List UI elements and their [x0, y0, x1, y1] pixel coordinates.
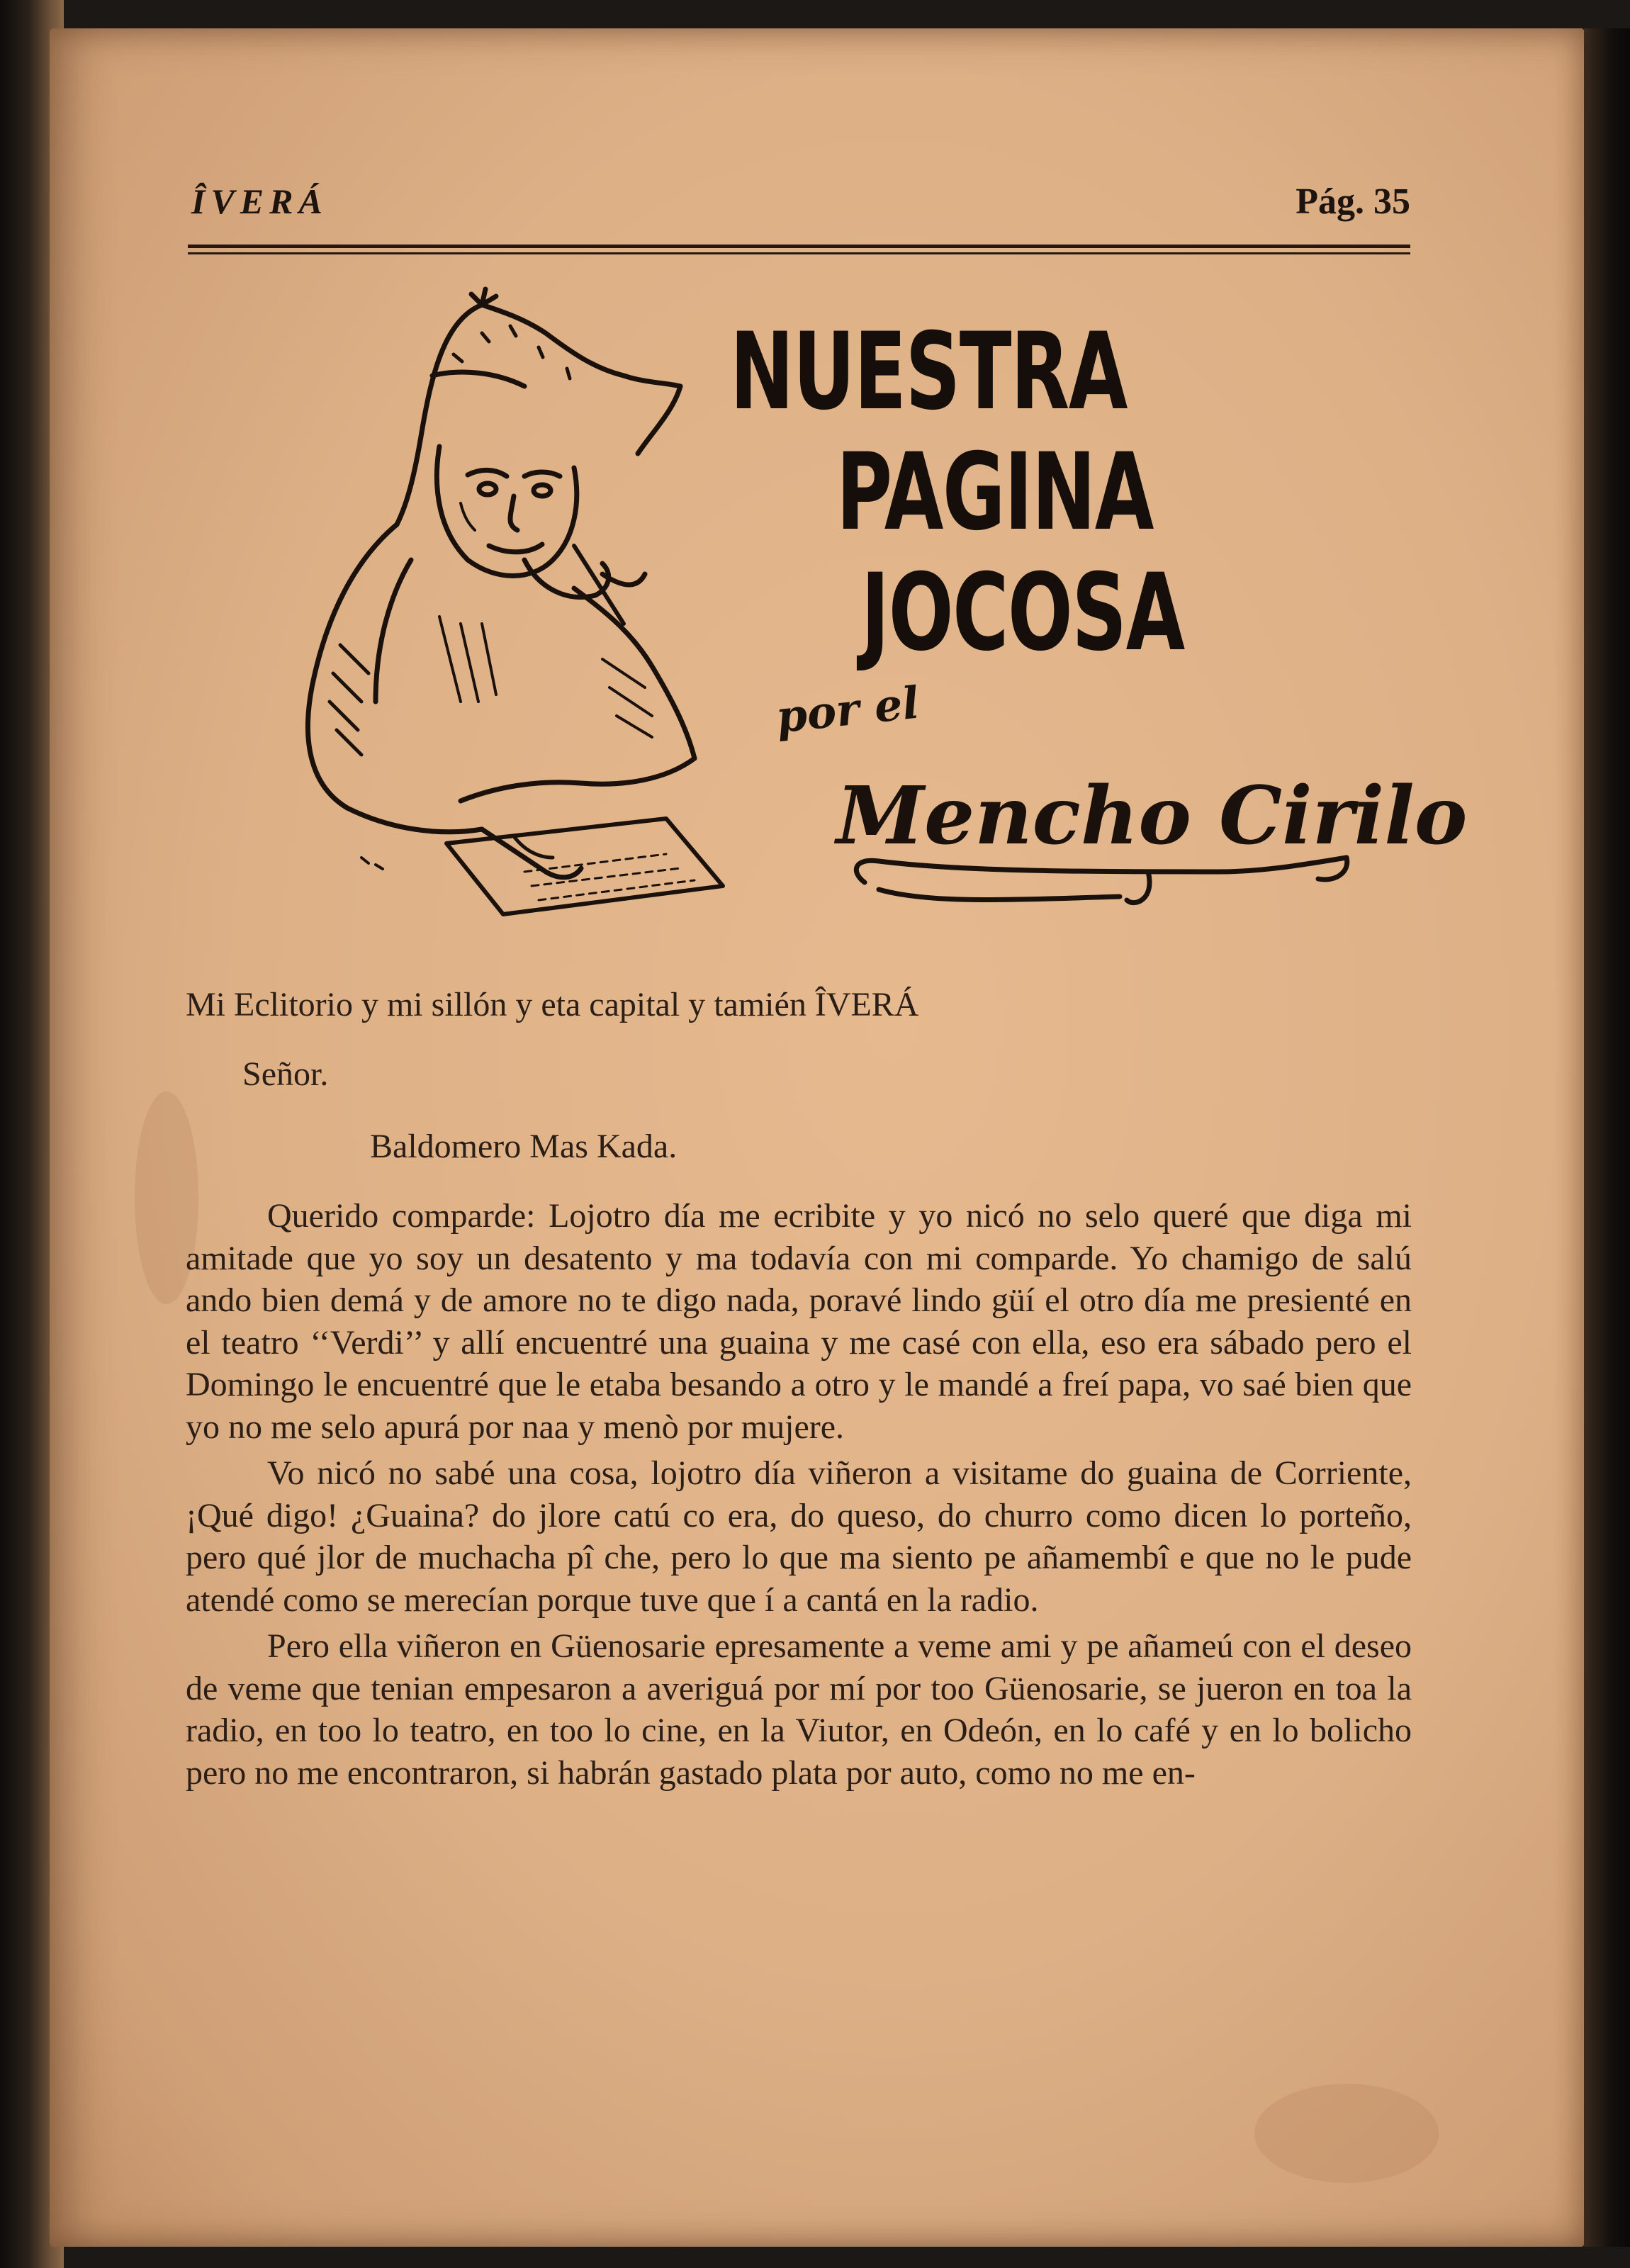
- thinking-boy-illustration: [269, 291, 780, 950]
- letter-heading: Mi Eclitorio y mi sillón y eta capital y tamién ÎVERÁ: [186, 986, 919, 1023]
- title-line-3: JOCOSA: [861, 551, 1184, 675]
- letter-paragraph-3: Pero ella viñeron en Güenosarie epresamente a veme ami y pe añameú con el deseo de veme que tenian empesaron a averiguá por mí por too Güenosarie, se jueron en toa la radio, en too lo teatro, en too lo cine, en la Viutor, en Odeón, en lo café y en lo bolicho pero no me encontraron, si habrán gastado plata por auto, como no me en-: [186, 1627, 1412, 1792]
- byline-prefix: por el: [773, 676, 922, 743]
- page-number: Pág. 35: [1295, 181, 1410, 222]
- signature-text: Mencho Cirilo: [836, 770, 1468, 863]
- running-header: [191, 181, 1410, 237]
- header-rule-thick: [188, 245, 1410, 248]
- title-block: [730, 312, 1226, 673]
- letter-salutation: Señor.: [242, 1055, 329, 1093]
- paper-stain: [1254, 2084, 1439, 2183]
- page-edge: [1584, 28, 1630, 2247]
- header-rule-thin: [188, 252, 1410, 254]
- author-signature-logo: [822, 765, 1468, 921]
- title-line-1: NUESTRA: [730, 310, 1127, 434]
- letter-addressee: Baldomero Mas Kada.: [370, 1128, 678, 1165]
- title-line-2: PAGINA: [836, 431, 1153, 554]
- letter-body: [186, 984, 1412, 1794]
- letter-paragraph-1: Querido comparde: Lojotro día me ecribite y yo nicó no selo queré que diga mi amitade que yo soy un desatento y ma todavía con mi comparde. Yo chamigo de salú ando bien demá y de amore no te digo nada, poravé lindo güí el otro día me presienté en el teatro ‘‘Verdi’’ y allí encuentré una guaina y me casé con ella, eso era sábado pero el Domingo le encuentré que le etaba besando a otro y le mandé a freí papa, vo saé bien que yo no me selo apurá por naa y menò por mujere.: [186, 1197, 1412, 1446]
- journal-name: ÎVERÁ: [191, 181, 328, 221]
- letter-paragraph-2: Vo nicó no sabé una cosa, lojotro día viñeron a visitame do guaina de Corriente, ¡Qué digo! ¿Guaina? do jlore catú co era, do queso, do churro como dicen lo porteño, pero qué jlor de muchacha pî che, pero lo que ma siento pe añamembî e que no le pude atendé como se merecían porque tuve que í a cantá en la radio.: [186, 1454, 1412, 1619]
